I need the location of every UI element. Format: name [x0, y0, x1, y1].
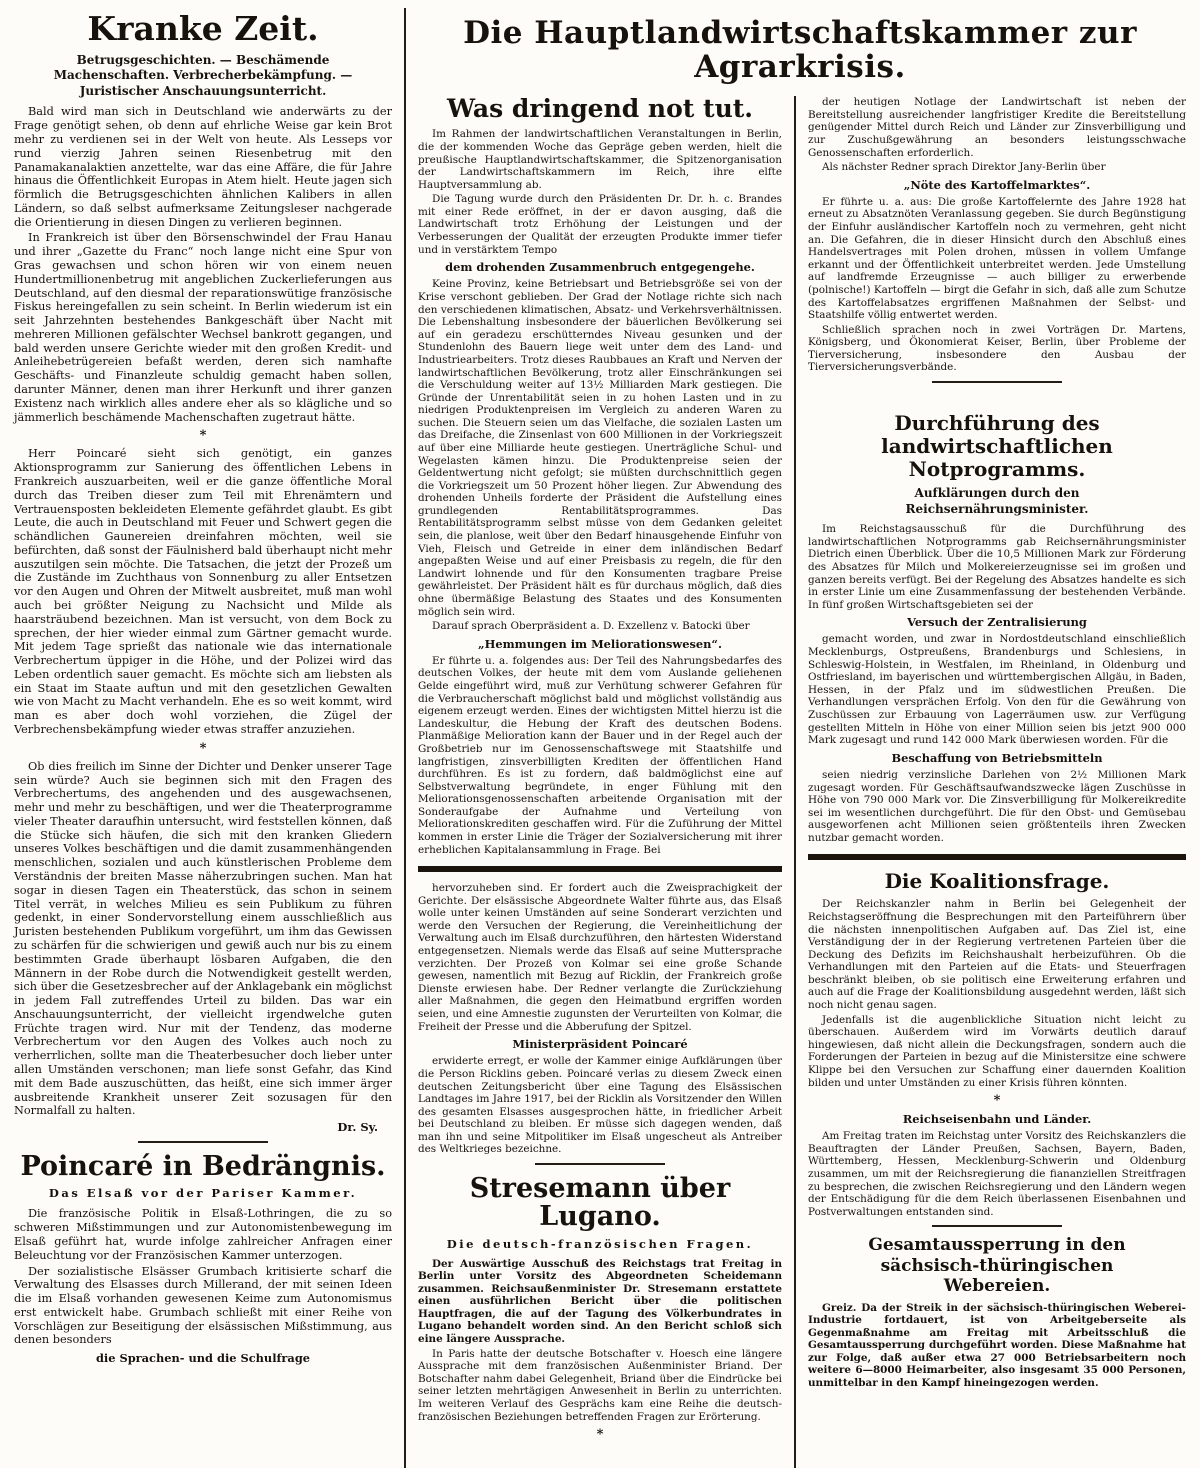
article-hauptkammer-continuation: [808, 96, 1186, 383]
paragraph: erwiderte erregt, er wolle der Kammer einige Aufklärungen über die Person Ricklins geben. Poincaré verlas zu diesem Zweck einen deutschen Zeitungsbericht über eine Tagung des Elsässischen Landtages im Jahre 1917, bei der Ricklin als Vorsitzender den Willen des gesamten Elsasses ausgesprochen hätte, in friedlicher Arbeit bei Deutschland zu bleiben. Er müsse sich dagegen wenden, daß man ihn und seine Mitpolitiker im Elsaß ungescheut als Antreiber des Weltkrieges bezeichne.: [418, 1055, 782, 1156]
spacer: [808, 390, 1186, 404]
crosshead-kartoffelmarkt: „Nöte des Kartoffelmarktes“.: [903, 177, 1091, 192]
paragraph: Herr Poincaré sieht sich genötigt, ein ganzes Aktionsprogramm zur Sanierung des öffentlichen Lebens in Frankreich auszuarbeiten, weil er die ganze öffentliche Moral durch das Treiben dieser zum Teil mit Ehrenämtern und Vertrauensposten bekleideten Elemente gefährdet glaubt. Es gibt Leute, die auch in Deutschland mit Feuer und Schwert gegen die schändlichen Gaunereien dreinfahren möchten, weil sie befürchten, daß sonst der Fäulnisherd bald überhaupt nicht mehr auszutilgen sein möchte. Die Tatsachen, die jetzt der Prozeß um die Zustände im Zuchthaus von Sonnenburg zu aller Entsetzen vor den Augen und Ohren der Mitwelt ausbreitet, muß man wohl auch bei größter Neigung zu Nachsicht und Milde als haarsträubend bezeichnen. Man ist versucht, von dem Bock zu sprechen, der hier wieder einmal zum Gärtner gemacht wurde. Mit jedem Tage sprießt das nationale wie das internationale Verbrechertum üppiger in die Höhe, und der Polizei wird das Leben ordentlich sauer gemacht. Es möchte sich am liebsten als ein Staat im Staate auftun und mit den gesetzlichen Gewalten wie von Macht zu Macht verhandeln. Ehe es so weit kommt, wird man es aber doch wohl vorziehen, die Zügel der Verbrechensbekämpfung wieder etwas straffer anzuziehen.: [14, 447, 392, 737]
banner-headline: Die Hauptlandwirtschaftskammer zur Agrarkrisis.: [463, 15, 1137, 86]
article-title: Gesamtaussperrung in den sächsisch-thüringischen Webereien.: [868, 1235, 1126, 1297]
two-column-area: [406, 96, 1194, 1468]
article-title: Kranke Zeit.: [87, 9, 319, 48]
article-title: Poincaré in Bedrängnis.: [20, 1151, 386, 1183]
paragraph: hervorzuheben sind. Er fordert auch die Zweisprachigkeit der Gerichte. Der elsässische Abgeordnete Walter führte aus, das Elsaß wolle unter keinen Umständen auf seine Sonderart verzichten und werde den Versuchen der Regierung, die Vereinheitlichung der Verwaltung auch im Elsaß durchzuführen, den härtesten Widerstand entgegensetzen. Niemals werde das Elsaß auf seine Muttersprache verzichten. Der Prozeß von Kolmar sei eine große Schande gewesen, namentlich mit Bezug auf Ricklin, der Frankreich große Dienste erwiesen habe. Der Redner verlangte die Zurückziehung aller Maßnahmen, die gegen den Heimatbund ergriffen worden seien, und eine Amnestie zugunsten der Verurteilten von Kolmar, die Freiheit der Presse und die Abberufung der Spitzel.: [418, 882, 782, 1033]
paragraph: Er führte u. a. aus: Die große Kartoffelernte des Jahre 1928 hat erneut zu Absatznöten Veranlassung gegeben. Sie durch Begünstigung der Einfuhr ausländischer Kartoffeln noch zu vermehren, geht nicht an. Die Gefahren, die in dieser Hinsicht durch den Abschluß eines Handelsvertrages mit Polen drohen, müssen in vollem Umfange erkannt und der Öffentlichkeit unterbreitet werden. Jede Umstellung auf landfremde Erzeugnisse — auch billiger zu erwerbende (polnische!) Kartoffeln — birgt die Gefahr in sich, daß alle zum Schutze des Kartoffelabsatzes ergriffenen Maßnahmen der Selbst- und Staatshilfe völlig entwertet werden.: [808, 195, 1186, 322]
article-was-dringend-not-tut: [418, 96, 782, 856]
paragraph: Im Rahmen der landwirtschaftlichen Veranstaltungen in Berlin, die der kommenden Woche das Gepräge geben werden, hielt die preußische Hauptlandwirtschaftskammer, die Spitzenorganisation der Landwirtschaftskammern im Reich, ihre elfte Hauptversammlung ab.: [418, 128, 782, 191]
asterisk-separator: *: [199, 428, 207, 444]
crosshead-meliorationswesen: „Hemmungen im Meliorationswesen“.: [478, 636, 722, 651]
paragraph: Als nächster Redner sprach Direktor Jany-Berlin über: [822, 161, 1106, 174]
article-poincare: [14, 1153, 392, 1365]
paragraph: Am Freitag traten im Reichstag unter Vorsitz des Reichskanzlers die Beauftragten der Länder Preußen, Sachsen, Bayern, Baden, Württemberg, Hessen, Mecklenburg-Schwerin und Oldenburg zusammen, um mit der Reichsregierung die fiananziellen Streitfragen zu besprechen, die zwischen Reichsregierung und den Ländern wegen der Entschädigung für die dem Reich überlassenen Eisenbahnen und Postverwaltungen entstanden sind.: [808, 1130, 1186, 1218]
paragraph: Der Auswärtige Ausschuß des Reichstags trat Freitag in Berlin unter Vorsitz des Abgeordneten Scheidemann zusammen. Reichsaußenminister Dr. Stresemann erstattete einen ausführlichen Bericht über die politischen Hauptfragen, die auf der Tagung des Völkerbundrates in Lugano behandelt worden sind. An den Bericht schloß sich eine längere Aussprache.: [418, 1257, 782, 1346]
crosshead-betriebsmittel: Beschaffung von Betriebsmitteln: [891, 750, 1103, 765]
right-column: [796, 96, 1194, 1468]
article-subtitle: Das Elsaß vor der Pariser Kammer.: [48, 1186, 358, 1201]
asterisk-separator: *: [596, 1427, 604, 1443]
author-signature: Dr. Sy.: [337, 1120, 378, 1135]
section-divider-thick: [808, 854, 1186, 860]
paragraph: der heutigen Notlage der Landwirtschaft ist neben der Bereitstellung ausreichender langfristiger Kredite die Bereitstellung genügender Mittel durch Reich und Länder zur Zinsverbilligung und zur Zuschußgewährung an besonders leistungsschwache Genossenschaften erforderlich.: [808, 96, 1186, 159]
article-koalitionsfrage: [808, 870, 1186, 1227]
crosshead-ministerpraesident: Ministerpräsident Poincaré: [512, 1037, 688, 1052]
paragraph: Die Tagung wurde durch den Präsidenten Dr. Dr. h. c. Brandes mit einer Rede eröffnet, in der er davon ausging, daß die Landwirtschaft trotz Erhöhung der Leistungen und der Verbesserungen der Qualität der erzeugten Produkte immer tiefer und in verstärktem Tempo: [418, 193, 782, 256]
paragraph: Der Reichskanzler nahm in Berlin bei Gelegenheit der Reichstagseröffnung die Besprechungen mit den Parteiführern über die nächsten innenpolitischen Aufgaben auf. Das Ziel ist, eine Verständigung der in der Regierung vertretenen Parteien über die Deckung des Defizits im Reichshaushalt herbeizuführen. Ob die Verhandlungen mit den Parteien auf die Etats- und Steuerfragen beschränkt bleiben, ob sie politisch eine Erweiterung erfahren und auch auf die Frage der Koalitionsbildung ausgedehnt werden, läßt sich noch nicht genau sagen.: [808, 898, 1186, 1012]
paragraph: Ob dies freilich im Sinne der Dichter und Denker unserer Tage sein würde? Auch sie beginnen sich mit den Fragen des Verbrechertums, des angehenden und des ausgewachsenen, mehr und mehr zu beschäftigen, und wer die Theaterprogramme vieler Theater daraufhin untersucht, wird feststellen können, daß die Stücke sich häufen, die sich mit den kranken Gliedern unseres Volkes beschäftigen und die damit zusammenhängenden menschlichen, sozialen und auch künstlerischen Probleme dem Verständnis der breiten Masse näherzubringen suchen. Man hat sogar in diesen Tagen ein Theaterstück, das schon in seinem Titel verrät, in welches Milieu es sein Publikum zu führen gedenkt, in einer Sondervorstellung einem ausschließlich aus Juristen bestehenden Publikum vorgeführt, um ihm das Gewissen zu schärfen für die schwierigen und gewiß auch nur bis zu einem bestimmten Grade überhaupt lösbaren Aufgaben, die den Männern in der Robe durch die Notwendigkeit gestellt werden, sich über die Gesetzesbrecher auf der Anklagebank ein möglichst in jedem Fall zutreffendes Urteil zu bilden. Das war ein Anschauungsunterricht, der vielleicht irgendwelche guten Früchte tragen wird. Nur mit der Tendenz, das moderne Verbrechertum vor den Augen des Volkes auch noch zu verherrlichen, sollte man die Theaterbesucher doch lieber unter allen Umständen verschonen; man liefe sonst Gefahr, das Kind mit dem Bade auszuschütten, das heißt, eine sich immer ärger ausbreitende Krankheit unserer Zeit sozusagen für den Normalfall zu halten.: [14, 759, 392, 1118]
section-title: Was dringend not tut.: [446, 94, 754, 124]
article-kranke-zeit: [14, 9, 392, 1143]
paragraph: Greiz. Da der Streik in der sächsisch-thüringischen Weberei-Industrie fortdauert, ist von Arbeitgeberseite als Gegenmaßnahme am Freitag mit Arbeitsschluß die Gesamtaussperrung durchgeführt worden. Diese Maßnahme hat zur Folge, daß außer etwa 27 000 Betriebsarbeitern noch weitere 6—8000 Heimarbeiter, also insgesamt 35 000 Personen, unmittelbar in den Kampf hineingezogen werden.: [808, 1301, 1186, 1390]
main-area: [406, 8, 1194, 1468]
paragraph: Bald wird man sich in Deutschland wie anderwärts zu der Frage genötigt sehen, ob denn auf ehrliche Weise gar kein Brot mehr zu verdienen sei in der Welt von heute. Als Lesseps vor rund vierzig Jahren seinen Riesenbetrug mit den Panamakanalaktien anzettelte, war das eine Affäre, die für Jahre hinaus die Öffentlichkeit Europas in Atem hielt. Heute jagen sich förmlich die Betrugsgeschichten ähnlichen Kalibers in allen Ländern, so daß selbst aufmerksame Zeitungsleser nachgerade die Orientierung in diesen Dingen zu verlieren beginnen.: [14, 105, 392, 229]
paragraph: Darauf sprach Oberpräsident a. D. Exzellenz v. Batocki über: [432, 620, 750, 633]
article-end-rule: [535, 1163, 665, 1165]
article-notprogramm: [808, 412, 1186, 844]
crosshead-zusammenbruch: dem drohenden Zusammenbruch entgegengehe.: [445, 260, 755, 275]
article-end-rule: [932, 381, 1062, 383]
crosshead-schulfrage: die Sprachen- und die Schulfrage: [95, 1351, 311, 1366]
article-poincare-continuation: [418, 882, 782, 1165]
paragraph: Er führte u. a. folgendes aus: Der Teil des Nahrungsbedarfes des deutschen Volkes, der heute mit dem vom Auslande geliehenen Gelde eingeführt wird, muß zur Verhütung schwerer Gefahren für die Verbraucherschaft möglichst bald und möglichst vollständig aus eigenem erzeugt werden. Eines der wichtigsten Mittel hierzu ist die Landeskultur, die Hebung der Kraft des deutschen Bodens. Planmäßige Melioration kann der Bauer und in der Regel auch der Großbetrieb nur im Genossenschaftswege mit Staatshilfe und langfristigen, zinsverbilligten Krediten der öffentlichen Hand durchführen. Es ist zu fordern, daß baldmöglichst eine auf Selbstverwaltung begründete, in enger Fühlung mit den Meliorationsgenossenschaften arbeitende Organisation mit der Sonderaufgabe der Aufnahme und Verteilung von Meliorationskrediten geschaffen wird. Für die Zuführung der Mittel kommen in erster Linie die Träger der Sozialversicherung mit ihrer erheblichen Kapitalansammlung in Frage. Bei: [418, 654, 782, 856]
article-end-rule: [138, 1141, 268, 1143]
article-end-rule: [932, 1225, 1062, 1227]
paragraph: In Paris hatte der deutsche Botschafter v. Hoesch eine längere Aussprache mit dem französischen Außenminister Briand. Der Botschafter nahm dabei Gelegenheit, Briand über die Eindrücke bei seiner letzten mehrtägigen Anwesenheit in Berlin zu unterrichten. Im weiteren Verlauf des Gesprächs kam eine Reihe die deutsch-französischen Beziehungen betreffenden Fragen zur Erörterung.: [418, 1347, 782, 1423]
paragraph: In Frankreich ist über den Börsenschwindel der Frau Hanau und ihrer „Gazette du Franc“ noch lange nicht eine Spur von Gras gewachsen und schon hören wir von einem neuen Hundertmillionenbetrug mit angeblichen Zuckerlieferungen aus Deutschland, auf den diesmal der reparationswütige französische Fiskus hereingefallen zu sein scheint. In Berlin wiederum ist ein seit Jahrzehnten bestehendes Bankgeschäft über Nacht mit mehreren Millionen gefälschter Wechsel bankrott gegangen, und bald werden unsere Gerichte wieder mit den großen Kredit- und Anleihebetrügereien befaßt werden, deren sich namhafte Geschäfts- und Finanzleute schuldig gemacht haben sollen, darunter Männer, denen man ihrer Herkunft und ihrer ganzen Existenz nach wirklich alles andere eher als so klägliche und so jämmerlich beschämende Machenschaften zugetraut hätte.: [14, 231, 392, 424]
paragraph: seien niedrig verzinsliche Darlehen von 2½ Millionen Mark zugesagt worden. Für Geschäftsaufwandszwecke lägen Zuschüsse in Höhe von 790 000 Mark vor. Die Zinsverbilligung für Molkereikredite sei im wesentlichen durchgeführt. Die für den Obst- und Gemüsebau ausgeworfenen acht Millionen seien größtenteils ihren Zwecken nutzbar gemacht worden.: [808, 768, 1186, 844]
asterisk-separator: *: [199, 740, 207, 756]
paragraph: Der sozialistische Elsässer Grumbach kritisierte scharf die Verwaltung des Elsasses durch Millerand, der mit seinen Ideen die im Elsaß vorhanden gewesenen Keime zum Autonomismus erst entwickelt habe. Grumbach schließt mit einer Reihe von Vorschlägen zur Beseitigung der elsässischen Mißstimmung, aus denen besonders: [14, 1264, 392, 1347]
paragraph: gemacht worden, und zwar in Nordostdeutschland einschließlich Mecklenburgs, Ostpreußens, Brandenburgs und Schlesiens, in Schleswig-Holstein, in Westfalen, im Rheinland, in Oldenburg und Ostfriesland, im bayerischen und württembergischen Allgäu, in Baden, Hessen, in der Pfalz und im südwestlichen Preußen. Die Verhandlungen versprächen Erfolg. Von den für die Gewährung von Zuschüssen zur Erbauung von Lagerräumen usw. zur Verfügung gestellten Mitteln in Höhe von einer Million seien bis jetzt 900 000 Mark zugesagt und rund 142 000 Mark überwiesen worden. Für die: [808, 633, 1186, 747]
asterisk-separator: *: [993, 1093, 1001, 1109]
left-column: [6, 8, 404, 1468]
paragraph: Keine Provinz, keine Betriebsart und Betriebsgröße sei von der Krise verschont geblieben. Der Grad der Notlage richte sich nach den verschiedenen klimatischen, Absatz- und Verkehrsverhältnissen. Die Lebenshaltung insbesondere der bäuerlichen Bevölkerung sei auf ein geradezu erschütterndes Niveau gesunken und der Stundenlohn des Bauern liege weit unter dem des Land- und Industriearbeiters. Trotz dieses Raubbaues an Kraft und Nerven der landwirtschaftlichen Bevölkerung, trotz aller Einschränkungen sei die Verschuldung weiter auf 13½ Milliarden Mark gestiegen. Die Gründe der Unrentabilität seien in zu hohen Lasten und in zu niedrigen Produktenpreisen im Vergleich zu anderen Waren zu suchen. Die Steuern seien um das Vielfache, die sozialen Lasten um das Dreifache, die Zinsenlast von 600 Millionen in der Vorkriegszeit auf über eine Milliarde heute gestiegen. Unerträgliche Schul- und Wegelasten kämen hinzu. Die Produktenpreise seien der Geldentwertung nicht gefolgt; sie müßten durchschnittlich gegen die Vorkriegszeit um 50 Prozent höher liegen. Zur Abwendung des drohenden Unheils forderte der Präsident die Aufstellung eines grundlegenden Rentabilitätsprogrammes. Das Rentabilitätsprogramm selbst müsse von dem Gedanken geleitet sein, die planlose, weit über den Bedarf hinausgehende Einfuhr von Vieh, Fleisch und Getreide in einer dem inländischen Bedarf angepaßten Weise und auf einer Preisbasis zu regeln, die für den Landwirt lohnende und für den Konsumenten tragbare Preise gewährleistet. Der Präsident hält es für durchaus möglich, daß dies ohne übermäßige Belastung des Staates und des Konsumenten möglich sein wird.: [418, 278, 782, 618]
crosshead-reichseisenbahn: Reichseisenbahn und Länder.: [902, 1112, 1092, 1127]
crosshead-zentralisierung: Versuch der Zentralisierung: [907, 615, 1087, 630]
article-aussperrung: [808, 1235, 1186, 1389]
paragraph: Schließlich sprachen noch in zwei Vorträgen Dr. Martens, Königsberg, und Ökonomierat Keiser, Berlin, über Probleme der Tierversicherung, insbesondere den Ausbau der Tierversicherungsverbände.: [808, 323, 1186, 374]
paragraph: Im Reichstagsausschuß für die Durchführung des landwirtschaftlichen Notprogramms gab Reichsernährungsminister Dietrich einen Überblick. Über die 10,5 Millionen Mark zur Förderung des Absatzes für Milch und Molkereierzeugnisse sei im großen und ganzen bereits verfügt. Bei der Regelung des Absatzes handelte es sich in erster Linie um eine Zusammenfassung der bestehenden Verbände. In fünf großen Wirtschaftsgebieten sei der: [808, 523, 1186, 611]
article-title: Stresemann über Lugano.: [469, 1172, 731, 1233]
article-title: Durchführung des landwirtschaftlichen Notprogramms.: [881, 411, 1113, 481]
paragraph: Die französische Politik in Elsaß-Lothringen, die zu so schweren Mißstimmungen und zur Autonomistenbewegung im Elsaß geführt hat, wurde infolge zahlreicher Anfragen einer Beleuchtung vor der Französischen Kammer unterzogen.: [14, 1207, 392, 1262]
paragraph: Jedenfalls ist die augenblickliche Situation nicht leicht zu überschauen. Außerdem wird im Vorwärts deutlich darauf hingewiesen, daß nicht allein die Deckungsfragen, sondern auch die Forderungen der Parteien in bezug auf die Ministersitze eine schwere Klippe bei den Versuchen zur Schaffung einer dauernden Koalition bilden und unter Umständen zu einer Krisis führen könnten.: [808, 1013, 1186, 1089]
middle-column: [406, 96, 794, 1468]
article-subtitle: Die deutsch-französischen Fragen.: [446, 1236, 754, 1251]
section-divider-thick: [418, 866, 782, 872]
article-subtitle: Aufklärungen durch den Reichsernährungsminister.: [905, 486, 1089, 516]
article-title: Die Koalitionsfrage.: [884, 869, 1110, 894]
article-stresemann: [418, 1172, 782, 1443]
article-subtitle: Betrugsgeschichten. — Beschämende Machenschaften. Verbrecherbekämpfung. — Juristischer Anschauungsunterricht.: [53, 52, 353, 98]
